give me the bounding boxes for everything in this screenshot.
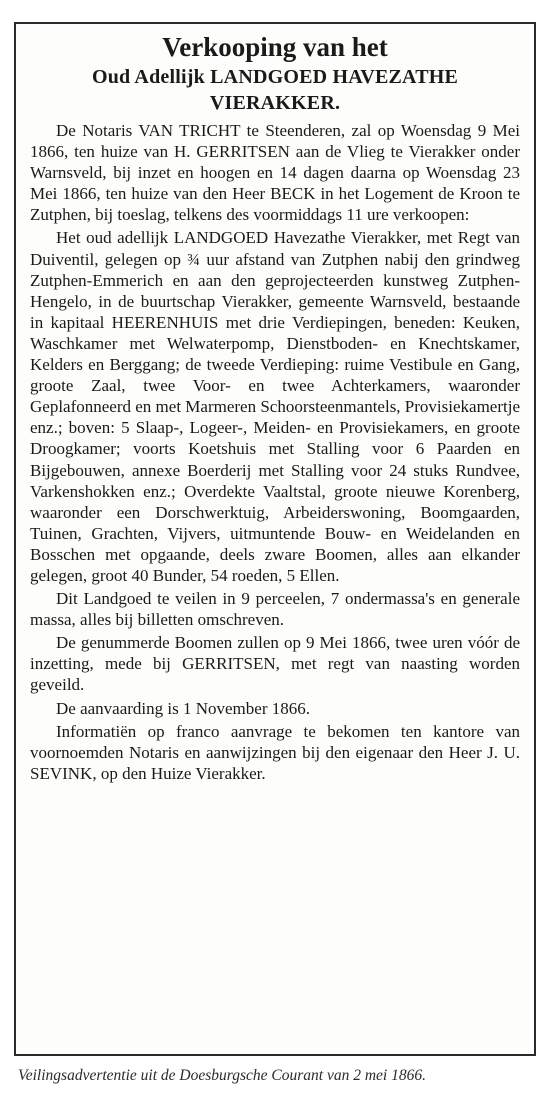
advertisement-subtitle: Oud Adellijk LANDGOED HAVEZATHE VIERAKKER. [91,66,459,114]
advertisement-title: Verkooping van het [162,32,388,62]
paragraph-acceptance: De aanvaarding is 1 November 1866. [56,698,310,718]
advertisement-body [30,120,520,784]
paragraph-information: Informatiën op franco aanvrage te bekomen ten kantore van voornoemden Notaris en aanwijzingen bij den eigenaar den Heer J. U. SEVINK, op den Huize Vierakker. [30,721,520,783]
paragraph-lots: Dit Landgoed te veilen in 9 perceelen, 7 ondermassa's en generale massa, alles bij billetten omschreven. [30,589,520,630]
paragraph-trees: De genummerde Boomen zullen op 9 Mei 1866, twee uren vóór de inzetting, mede bij GERRITSEN, met regt van naasting worden geveild. [30,633,520,695]
newspaper-clipping [14,22,536,1056]
paragraph-auction-announcement: De Notaris VAN TRICHT te Steenderen, zal op Woensdag 9 Mei 1866, ten huize van H. GERRITSEN aan de Vlieg te Vierakker onder Warnsveld, bij inzet en hoogen en 14 dagen daarna op Woensdag 23 Mei 1866, ten huize van den Heer BECK in het Logement de Kroon te Zutphen, bij toeslag, telkens des voormiddags 11 ure verkoopen: [30,121,520,225]
image-caption: Veilingsadvertentie uit de Doesburgsche Courant van 2 mei 1866. [18,1067,426,1084]
paragraph-estate-description: Het oud adellijk LANDGOED Havezathe Vierakker, met Regt van Duiventil, gelegen op ¾ uur afstand van Zutphen nabij den grindweg Zutphen-Emmerich en aan den geprojecteerden kunstweg Zutphen-Hengelo, in de buurtschap Vierakker, gemeente Warnsveld, bestaande in kapitaal HEERENHUIS met drie Verdiepingen, beneden: Keuken, Waschkamer met Welwaterpomp, Dienstboden- en Knechtskamer, Kelders en Berggang; de tweede Verdieping: ruime Vestibule en Gang, groote Zaal, twee Voor- en twee Achterkamers, waaronder Geplafonneerd en met Marmeren Schoorsteenmantels, Provisiekamertje enz.; boven: 5 Slaap-, Logeer-, Meiden- en Provisiekamers, en groote Droogkamer; voorts Koetshuis met Stalling voor 6 Paarden en Bijgebouwen, annexe Boerderij met Stalling voor 24 stuks Rundvee, Varkenshokken enz.; Overdekte Vaaltstal, groote nieuwe Korenberg, waaronder een Dorschwerktuig, Arbeiderswoning, Boomgaarden, Tuinen, Grachten, Vijvers, uitmuntende Bouw- en Weidelanden en Bosschen met opgaande, deels zware Boomen, alles aan elkander gelegen, groot 40 Bunder, 54 roeden, 5 Ellen. [30,228,520,585]
